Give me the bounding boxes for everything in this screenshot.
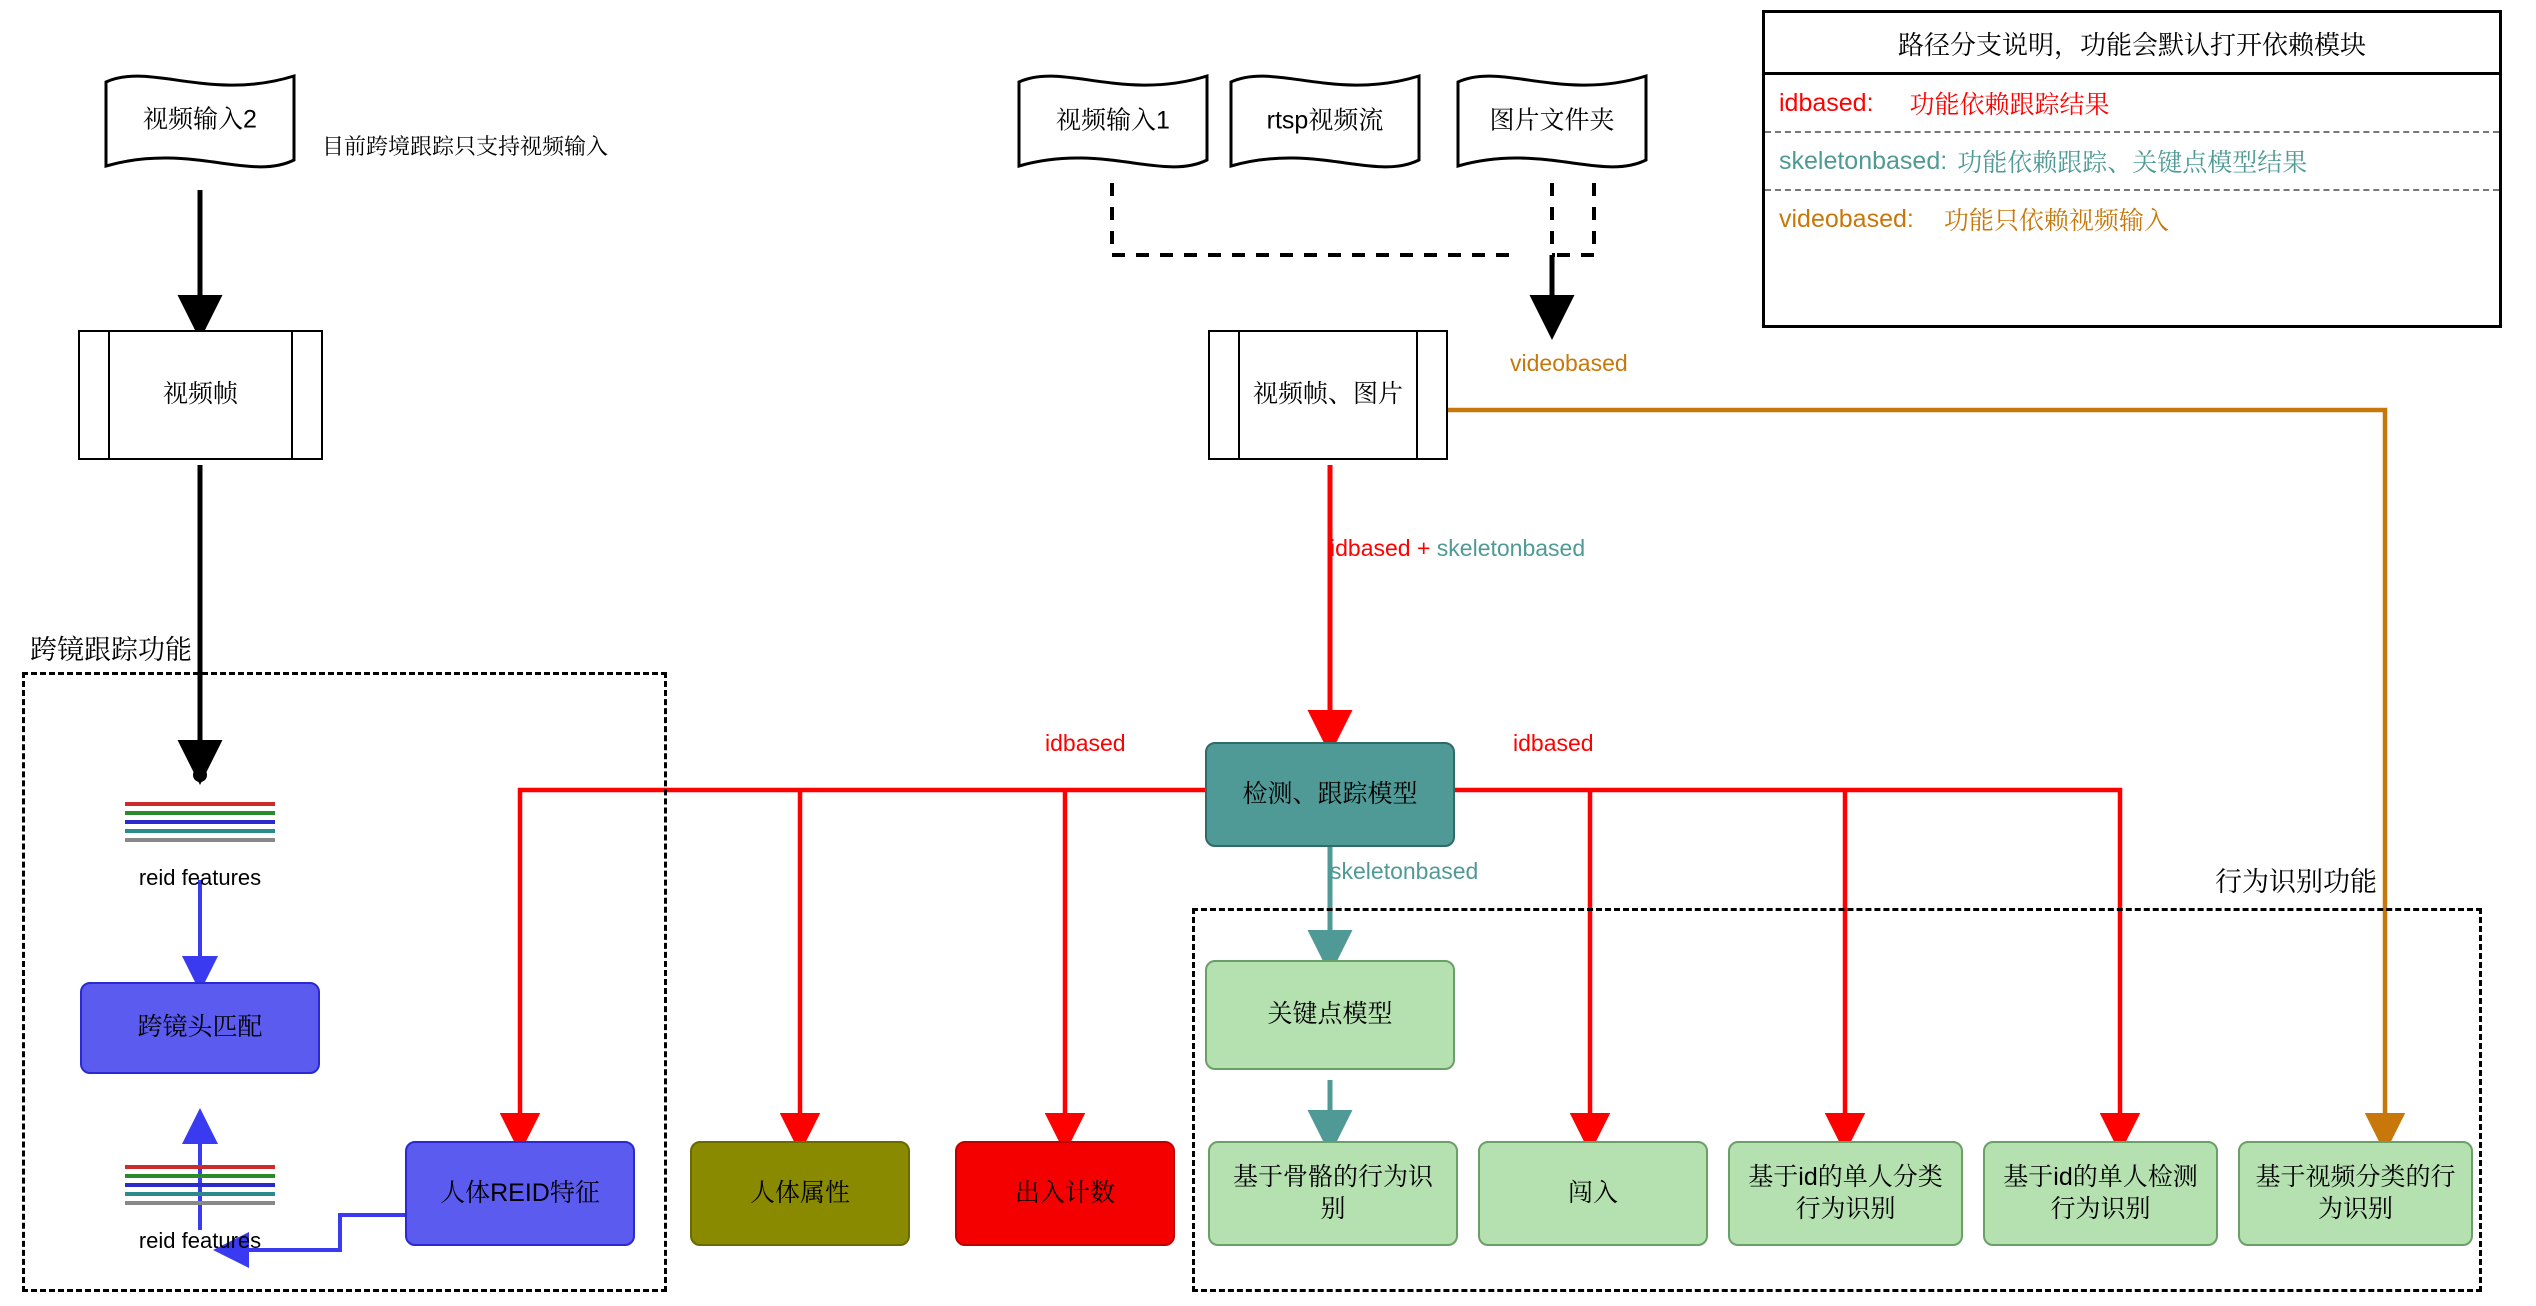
- legend-value-skeletonbased: 功能依赖跟踪、关键点模型结果: [1957, 149, 2308, 177]
- edge-label-idbased-skeletonbased: [1330, 535, 1585, 562]
- legend-row-idbased: [1765, 75, 2499, 133]
- reid-features-bottom-label: reid features: [138, 1228, 262, 1253]
- edge-label-videobased: videobased: [1510, 350, 1628, 376]
- output-in-out-count: [955, 1141, 1175, 1246]
- output-human-attribute-label: 人体属性: [749, 1178, 850, 1207]
- edge-label-skeletonbased: skeletonbased: [1330, 858, 1479, 884]
- legend-row-skeletonbased: [1765, 133, 2499, 191]
- edge-label-idbased-right: idbased: [1513, 730, 1594, 756]
- output-video-classification-action: [2238, 1141, 2473, 1246]
- reid-features-top: [125, 802, 275, 854]
- frame-box-left: [78, 330, 323, 460]
- input-image-folder: [1452, 60, 1652, 182]
- keypoint-model-label: 关键点模型: [1267, 1000, 1393, 1029]
- legend-panel: [1762, 10, 2502, 328]
- input-image-folder-label: 图片文件夹: [1489, 106, 1615, 135]
- legend-key-videobased: videobased:: [1779, 204, 1914, 233]
- input-video1-label: 视频输入1: [1056, 106, 1170, 135]
- legend-key-skeletonbased: skeletonbased:: [1779, 146, 1948, 175]
- output-reid-feature-label: 人体REID特征: [440, 1178, 600, 1207]
- output-intrusion-label: 闯入: [1567, 1178, 1618, 1207]
- output-human-attribute: [690, 1141, 910, 1246]
- legend-row-videobased: [1765, 191, 2499, 247]
- legend-key-idbased: idbased:: [1779, 88, 1874, 117]
- detect-track-model-label: 检测、跟踪模型: [1242, 779, 1418, 808]
- output-id-classification-action: [1728, 1141, 1963, 1246]
- detect-track-model: [1205, 742, 1455, 847]
- group-title-action-recognition: 行为识别功能: [2215, 867, 2377, 897]
- output-skeleton-action: [1208, 1141, 1458, 1246]
- frame-box-right-label: 视频帧、图片: [1252, 380, 1403, 409]
- frame-box-right: [1208, 330, 1448, 460]
- edge-label-idbased-left: idbased: [1045, 730, 1126, 756]
- reid-features-bottom: [125, 1165, 275, 1217]
- edge-label-plus-part: +: [1416, 535, 1431, 561]
- input-video2: [100, 60, 300, 180]
- output-in-out-count-label: 出入计数: [1014, 1178, 1115, 1207]
- input-rtsp-stream-label: rtsp视频流: [1266, 106, 1384, 135]
- cross-camera-match-label: 跨镜头匹配: [137, 1013, 263, 1042]
- legend-value-idbased: 功能依赖跟踪结果: [1909, 91, 2110, 119]
- output-skeleton-action-label: 基于骨骼的行为识别: [1232, 1163, 1433, 1223]
- output-reid-feature: [405, 1141, 635, 1246]
- output-id-classification-action-label: 基于id的单人分类行为识别: [1748, 1163, 1943, 1223]
- legend-value-videobased: 功能只依赖视频输入: [1943, 207, 2169, 235]
- input-rtsp-stream: [1225, 60, 1425, 182]
- input-video2-label: 视频输入2: [143, 105, 257, 134]
- reid-features-top-label: reid features: [138, 865, 262, 890]
- input-video1: [1013, 60, 1213, 182]
- output-id-detection-action: [1983, 1141, 2218, 1246]
- note-video-input2: 目前跨境跟踪只支持视频输入: [322, 134, 609, 159]
- group-title-cross-camera: 跨镜跟踪功能: [30, 635, 192, 665]
- frame-box-left-label: 视频帧: [162, 380, 238, 409]
- edge-label-skeletonbased-part: skeletonbased: [1436, 535, 1586, 561]
- output-intrusion: [1478, 1141, 1708, 1246]
- output-id-detection-action-label: 基于id的单人检测行为识别: [2003, 1163, 2198, 1223]
- cross-camera-match-box: [80, 982, 320, 1074]
- edge-label-idbased-part: idbased: [1330, 535, 1411, 561]
- legend-title: 路径分支说明，功能会默认打开依赖模块: [1765, 13, 2499, 75]
- output-video-classification-action-label: 基于视频分类的行为识别: [2255, 1163, 2456, 1223]
